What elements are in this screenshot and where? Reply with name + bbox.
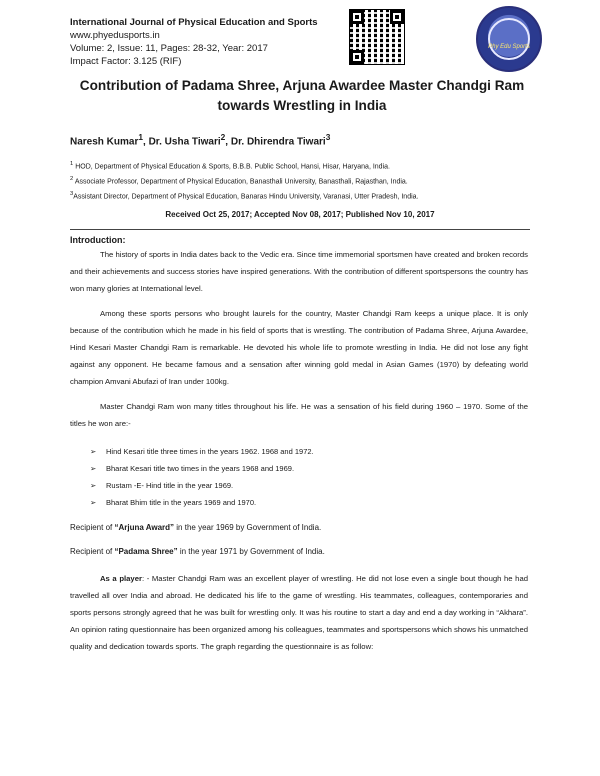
paragraph-1: The history of sports in India dates back to the Vedic era. Since time immemorial sportsmen have created and broken records and their achievements and success stories have inspired generations. With the contribution of different sportspersons the country has won many glories at International level. — [70, 250, 528, 293]
affiliation-1: $^1$ HOD, Department of Physical Education & Sports, B.B.B. Public School, Hansi, Hisar, Haryana, India. — [70, 161, 390, 171]
journal-name: International Journal of Physical Education and Sports — [70, 17, 318, 28]
journal-website[interactable]: www.phyedusports.in — [70, 30, 160, 41]
qr-code-icon — [350, 10, 404, 64]
arrow-bullet-icon: ➢ — [90, 447, 97, 456]
affiliation-2: $^2$ Associate Professor, Department of Physical Education, Banasthali University, Banasthali, Rajasthan, India. — [70, 176, 408, 186]
author-1: Naresh Kumar — [70, 136, 139, 148]
logo-text: Phy Edu Sports — [488, 44, 530, 50]
title-line-1: Contribution of Padama Shree, Arjuna Awardee Master Chandgi Ram — [79, 78, 525, 93]
author-3-sup: 3 — [325, 132, 331, 142]
list-item: ➢ Rustam -E- Hind title in the year 1969. — [90, 481, 234, 490]
padma-shree-line: Recipient of “Padama Shree” in the year 1971 by Government of India. — [70, 547, 325, 556]
author-2: Dr. Usha Tiwari — [148, 136, 221, 148]
journal-header — [70, 16, 318, 68]
paragraph-3: Master Chandgi Ram won many titles throughout his life. He was a sensation of his field during 1960 – 1970. Some of the titles he won are:- — [70, 402, 528, 428]
arjuna-award-line: Recipient of “Arjuna Award” in the year 1969 by Government of India. — [70, 523, 322, 532]
author-3: Dr. Dhirendra Tiwari — [230, 136, 326, 148]
journal-logo — [476, 6, 542, 72]
section-heading-introduction: Introduction: — [70, 235, 126, 245]
arrow-bullet-icon: ➢ — [90, 481, 97, 490]
as-a-player-label: As a player — [100, 574, 142, 583]
paragraph-as-a-player: As a player: - Master Chandgi Ram was an excellent player of wrestling. He did not lose even a single bout though he had travelled all over India and abroad. He dedicated his life to the game of wrestling. His teammates, colleagues, contemporaries and sports persons strongly agreed that he was built for wrestling only. It was his routine to start a day and end a day working in “Akhara”. An opinion rating questionnaire has been organized among his colleagues, teammates and sportspersons which shows his unmatched quality and dedication towards sports. The graph regarding the questionnaire is as follow: — [70, 574, 528, 651]
list-item: ➢ Hind Kesari title three times in the years 1962. 1968 and 1972. — [90, 447, 314, 456]
publication-dates: Received Oct 25, 2017; Accepted Nov 08, 2017; Published Nov 10, 2017 — [165, 210, 435, 219]
title-line-2: towards Wrestling in India — [217, 98, 387, 113]
arrow-bullet-icon: ➢ — [90, 464, 97, 473]
author-1-sup: 1 — [138, 132, 143, 142]
affiliation-3: $^3$Assistant Director, Department of Physical Education, Banaras Hindu University, Varanasi, Utter Pradesh, India. — [70, 191, 419, 201]
author-list: Naresh Kumar$^1$, Dr. Usha Tiwari$^2$, Dr. Dhirendra Tiwari$^3$ — [70, 132, 331, 148]
paragraph-2: Among these sports persons who brought laurels for the country, Master Chandgi Ram keeps a unique place. It is only because of the contribution which he made in his field of sports that is wrestling. The contribution of Padama Shree, Arjuna Awardee, Hind Kesari Master Chandgi Ram is remarkable. He devoted his whole life to promote wrestling in India. He did not lose any fight against any opponent. He became famous and a sensation after winning gold medal in Asian Games (1970) by defeating world champion Amvani Abufazi of Iran under 100kg. — [70, 309, 528, 386]
list-item: ➢ Bharat Bhim title in the years 1969 and 1970. — [90, 498, 257, 507]
paper-title — [60, 76, 544, 116]
journal-volume: Volume: 2, Issue: 11, Pages: 28-32, Year: 2017 — [70, 43, 268, 54]
divider — [70, 229, 530, 230]
journal-impact-factor: Impact Factor: 3.125 (RIF) — [70, 56, 182, 67]
arrow-bullet-icon: ➢ — [90, 498, 97, 507]
author-2-sup: 2 — [220, 132, 226, 142]
list-item: ➢ Bharat Kesari title two times in the years 1968 and 1969. — [90, 464, 295, 473]
